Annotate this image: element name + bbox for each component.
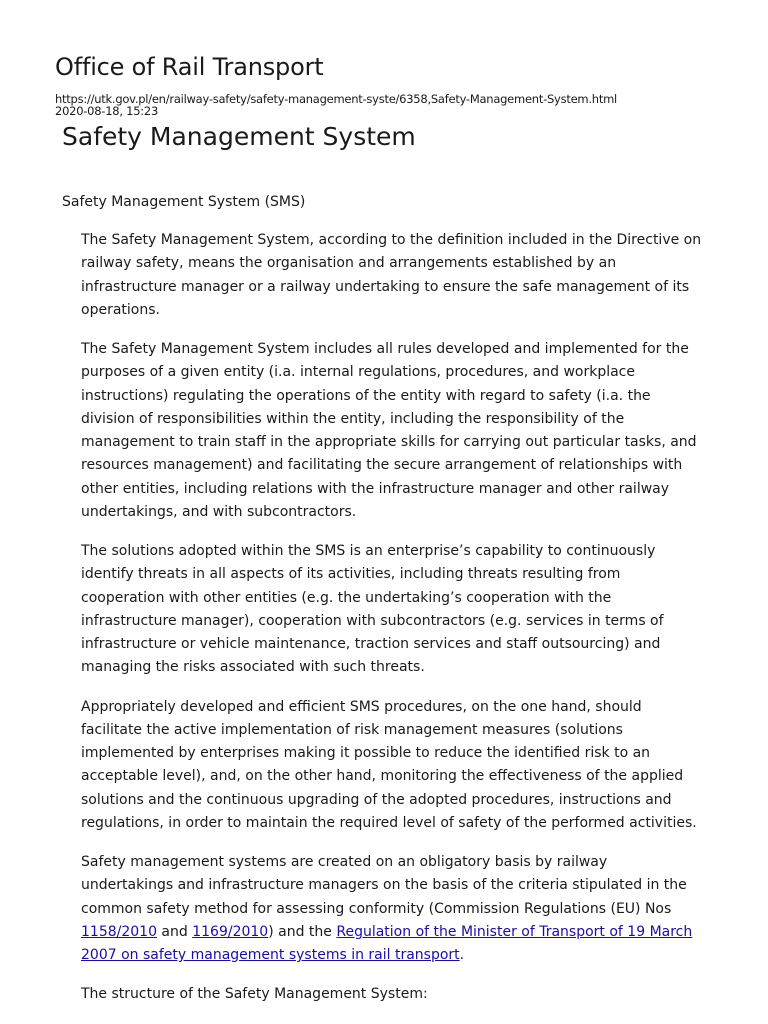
regulation-text-3: ) and the [268, 923, 337, 940]
link-regulation-1169-2010[interactable]: 1169/2010 [192, 923, 269, 940]
print-timestamp: 2020-08-18, 15:23 [55, 104, 159, 118]
link-minister-regulation[interactable]: Regulation of the Minister of Transport of 19 March 2007 on safety management systems in rail transport [81, 923, 693, 963]
regulation-text-4: . [459, 947, 465, 963]
article-subheading: Safety Management System (SMS) [62, 194, 306, 210]
paragraph-procedures: Appropriately developed and efficient SMS procedures, on the one hand, should facilitate the active implementation of risk management measures (solutions implemented by enterprises making it possible to reduce the identified risk to an acceptable level), and, on the other hand, monitoring the effectiveness of the applied solutions and the continuous upgrading of the adopted procedures, instructions and regulations, in order to maintain the required level of safety of the performed activities. [81, 698, 697, 831]
paragraph-regulations [81, 851, 703, 967]
link-regulation-1158-2010[interactable]: 1158/2010 [81, 923, 157, 940]
page-title: Safety Management System [62, 122, 416, 151]
regulation-text-2: and [156, 923, 193, 940]
paragraph-definition: The Safety Management System, according to the definition included in the Directive on railway safety, means the organisation and arrangements established by an infrastructure manager or a railway undertaking to ensure the safe management of its operations. [81, 232, 702, 318]
paragraph-scope: The Safety Management System includes all rules developed and implemented for the purposes of a given entity (i.a. internal regulations, procedures, and workplace instructions) regulating the operations of the entity with regard to safety (i.a. the division of responsibilities within the entity, including the responsibility of the management to train staff in the appropriate skills for carrying out particular tasks, and resources management) and facilitating the secure arrangement of relationships with other entities, including relations with the infrastructure manager and other railway undertakings, and with subcontractors. [81, 341, 697, 520]
site-title: Office of Rail Transport [55, 53, 324, 81]
source-url: https://utk.gov.pl/en/railway-safety/safety-management-syste/6358,Safety-Management-System.html [55, 92, 617, 106]
article-body [81, 229, 703, 1023]
paragraph-solutions: The solutions adopted within the SMS is an enterprise’s capability to continuously identify threats in all aspects of its activities, including threats resulting from cooperation with other entities (e.g. the undertaking’s cooperation with the infrastructure manager), cooperation with subcontractors (e.g. services in terms of infrastructure or vehicle maintenance, traction services and staff outsourcing) and managing the risks associated with such threats. [81, 543, 664, 676]
regulation-text-1: Safety management systems are created on an obligatory basis by railway undertakings and infrastructure managers on the basis of the criteria stipulated in the common safety method for assessing conformity (Commission Regulations (EU) Nos [81, 854, 687, 917]
page-meta [55, 93, 617, 117]
structure-heading: The structure of the Safety Management System: [81, 986, 428, 1003]
